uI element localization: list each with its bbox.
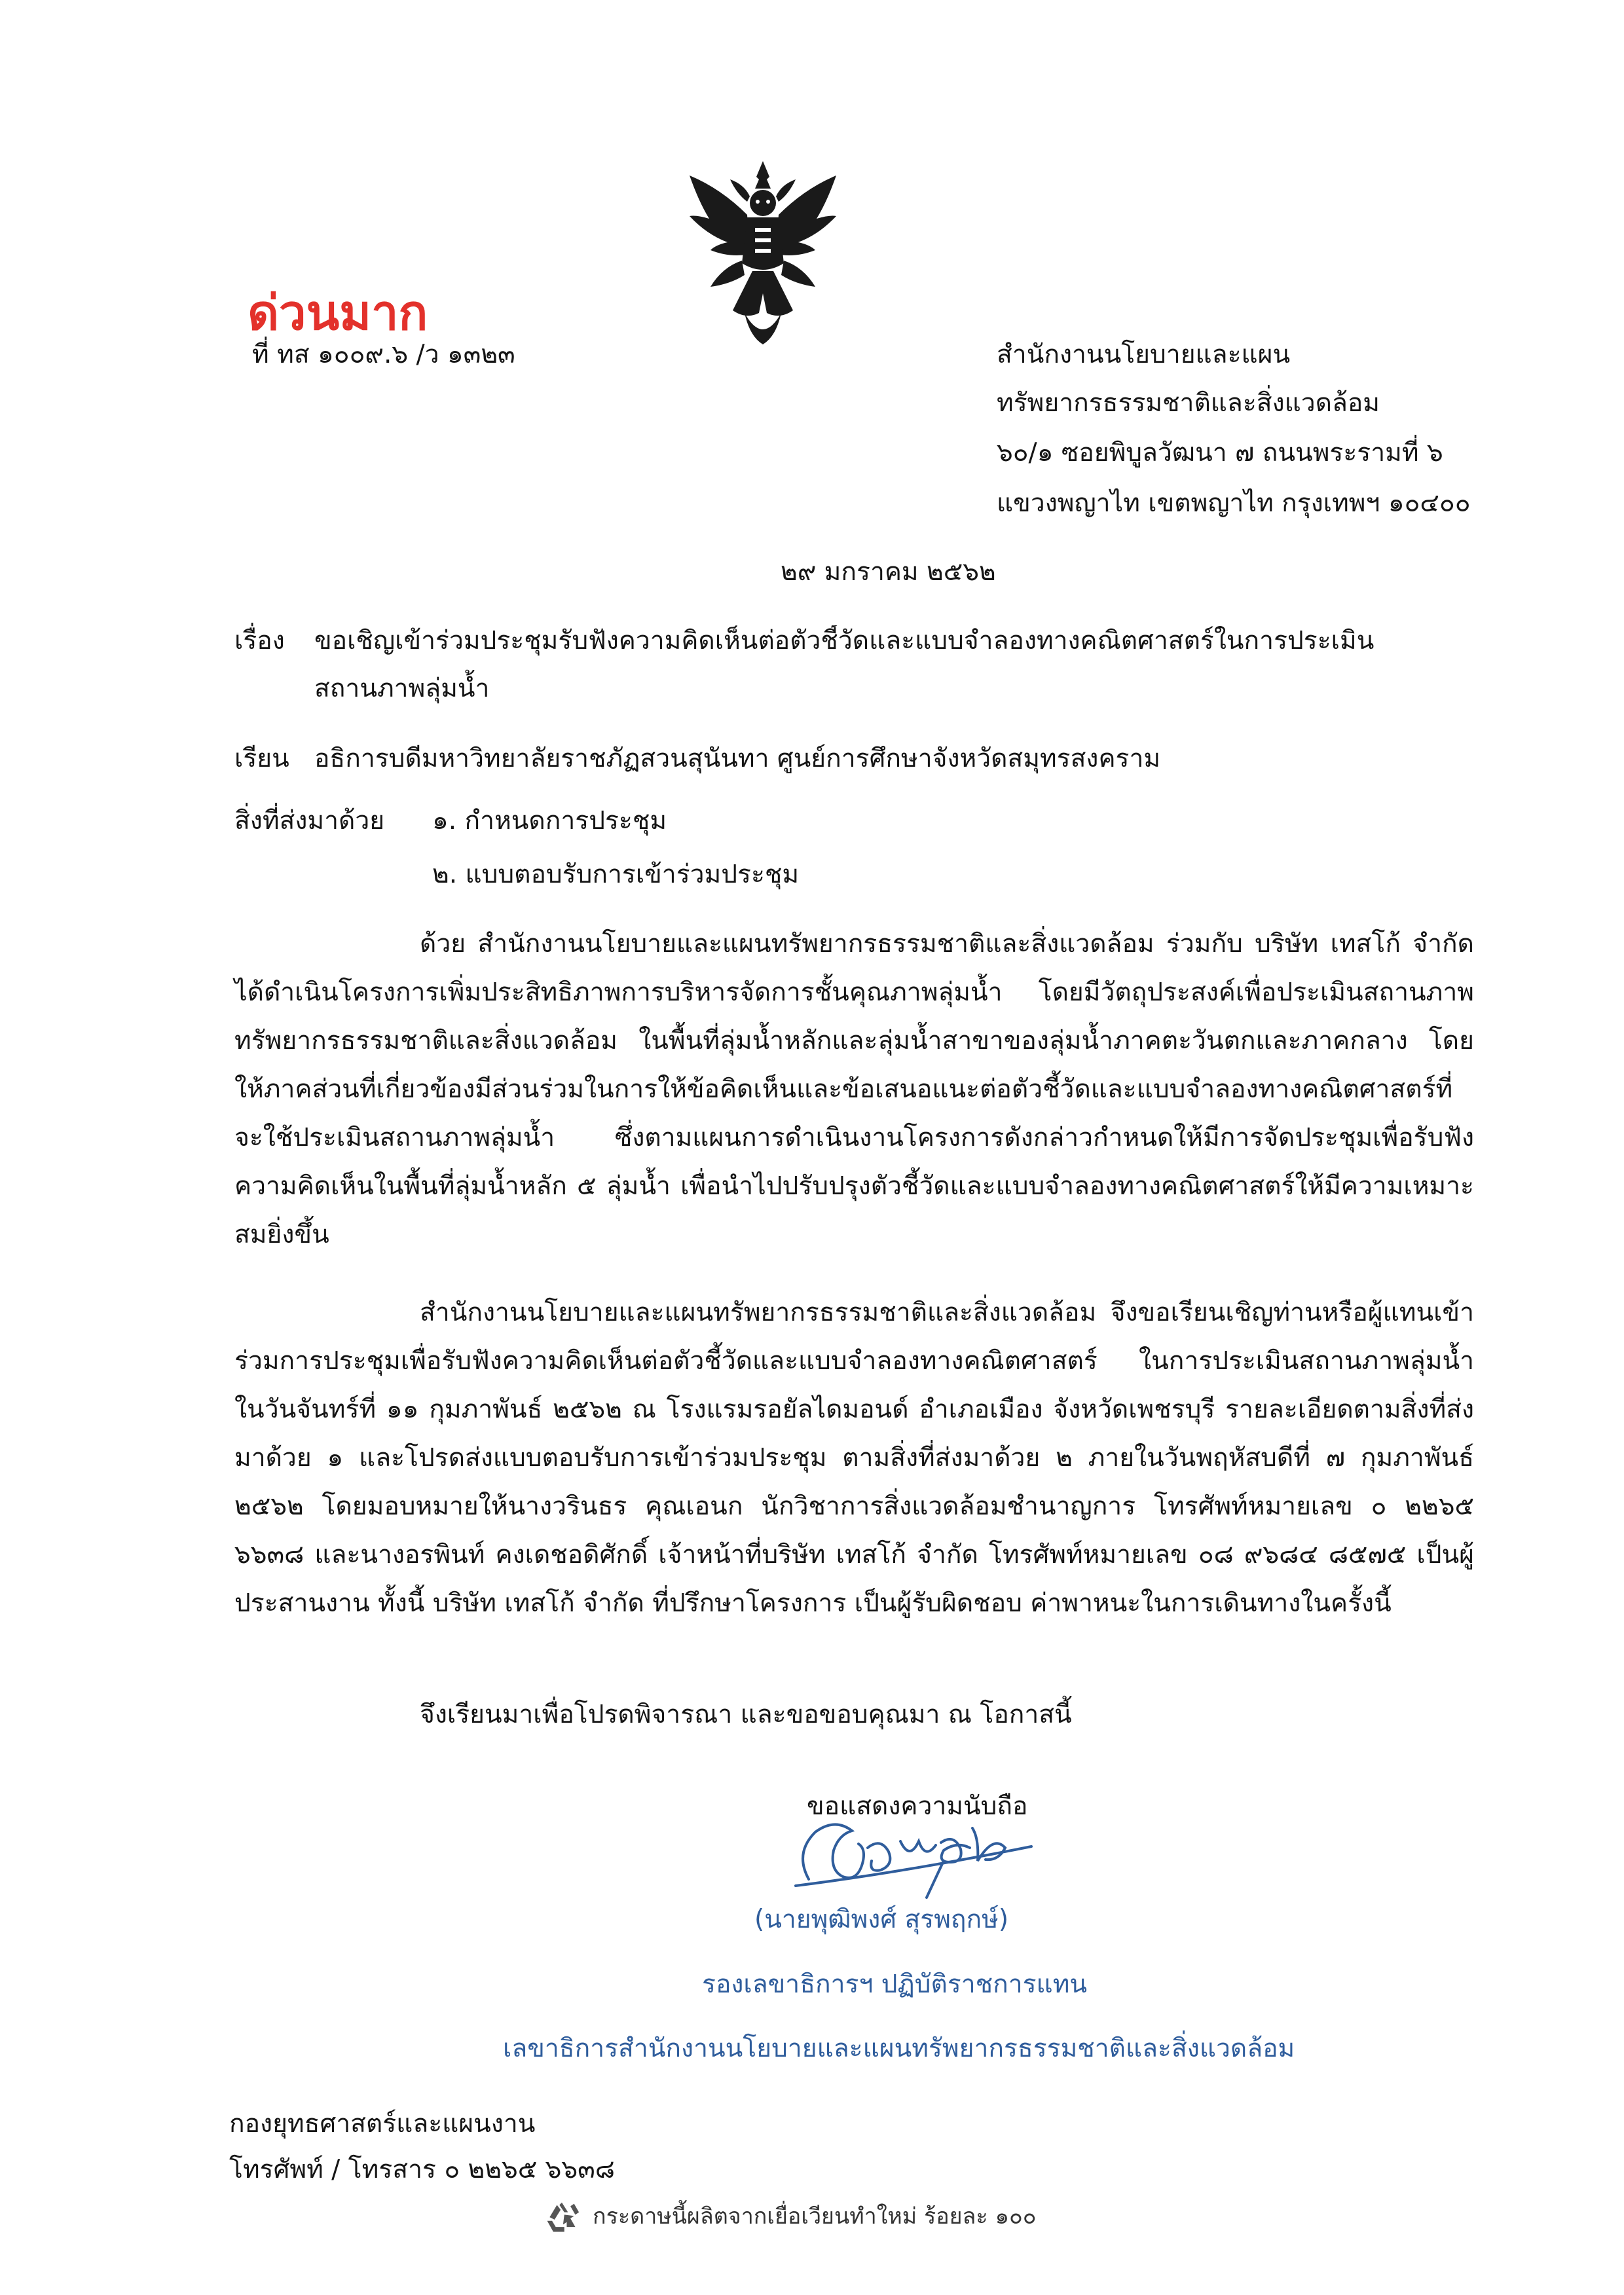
body-paragraph-2: สำนักงานนโยบายและแผนทรัพยากรธรรมชาติและสิ่งแวดล้อม จึงขอเรียนเชิญท่านหรือผู้แทนเข้าร่วมการประชุมเพื่อรับฟังความคิดเห็นต่อตัวชี้วัดและแบบจำลองทางคณิตศาสตร์ ในการประเมินสถานภาพลุ่มน้ำ ในวันจันทร์ที่ ๑๑ กุมภาพันธ์ ๒๕๖๒ ณ โรงแรมรอยัลไดมอนด์ อำเภอเมือง จังหวัดเพชรบุรี รายละเอียดตามสิ่งที่ส่งมาด้วย ๑ และโปรดส่งแบบตอบรับการเข้าร่วมประชุม ตามสิ่งที่ส่งมาด้วย ๒ ภายในวันพฤหัสบดีที่ ๗ กุมภาพันธ์ ๒๕๖๒ โดยมอบหมายให้นางวรินธร คุณเอนก นักวิชาการสิ่งแวดล้อมชำนาญการ โทรศัพท์หมายเลข ๐ ๒๒๖๕ ๖๖๓๘ และนางอรพินท์ คงเดชอดิศักดิ์ เจ้าหน้าที่บริษัท เทสโก้ จำกัด โทรศัพท์หมายเลข ๐๘ ๙๖๘๔ ๘๕๗๕ เป็นผู้ประสานงาน ทั้งนี้ บริษัท เทสโก้ จำกัด ที่ปรึกษาโครงการ เป็นผู้รับผิดชอบ ค่าพาหนะในการเดินทางในครั้งนี้: [234, 1298, 1474, 1618]
sender-line: ทรัพยากรธรรมชาติและสิ่งแวดล้อม: [997, 388, 1380, 418]
sender-line: ๖๐/๑ ซอยพิบูลวัฒนา ๗ ถนนพระรามที่ ๖: [997, 438, 1443, 468]
body-paragraph-1: ด้วย สำนักงานนโยบายและแผนทรัพยากรธรรมชาติและสิ่งแวดล้อม ร่วมกับ บริษัท เทสโก้ จำกัด ได้ดำเนินโครงการเพิ่มประสิทธิภาพการบริหารจัดการชั้นคุณภาพลุ่มน้ำ โดยมีวัตถุประสงค์เพื่อประเมินสถานภาพทรัพยากรธรรมชาติและสิ่งแวดล้อม ในพื้นที่ลุ่มน้ำหลักและลุ่มน้ำสาขาของลุ่มน้ำภาคตะวันตกและภาคกลาง โดยให้ภาคส่วนที่เกี่ยวข้องมีส่วนร่วมในการให้ข้อคิดเห็นและข้อเสนอแนะต่อตัวชี้วัดและแบบจำลองทางคณิตศาสตร์ที่จะใช้ประเมินสถานภาพลุ่มน้ำ ซึ่งตามแผนการดำเนินงานโครงการดังกล่าวกำหนดให้มีการจัดประชุมเพื่อรับฟังความคิดเห็นในพื้นที่ลุ่มน้ำหลัก ๕ ลุ่มน้ำ เพื่อนำไปปรับปรุงตัวชี้วัดและแบบจำลองทางคณิตศาสตร์ให้มีความเหมาะสมยิ่งขึ้น: [234, 929, 1474, 1249]
subject-text-cont: สถานภาพลุ่มน้ำ: [314, 674, 490, 703]
recycled-paper-note: กระดาษนี้ผลิตจากเยื่อเวียนทำใหม่ ร้อยละ ๑๐๐: [593, 2203, 1037, 2230]
salutation: ขอแสดงความนับถือ: [807, 1791, 1028, 1821]
closing-sentence: จึงเรียนมาเพื่อโปรดพิจารณา และขอขอบคุณมา ณ โอกาสนี้: [420, 1700, 1072, 1729]
recipient-label: เรียน: [234, 744, 289, 773]
urgency-stamp: ด่วนมาก: [248, 285, 428, 341]
document-date: ๒๙ มกราคม ๒๕๖๒: [781, 557, 996, 587]
subject-text: ขอเชิญเข้าร่วมประชุมรับฟังความคิดเห็นต่อตัวชี้วัดและแบบจำลองทางคณิตศาสตร์ในการประเมิน: [314, 626, 1375, 655]
enclosure-item: ๑. กำหนดการประชุม: [432, 806, 667, 835]
handwritten-signature: [789, 1802, 1044, 1900]
signatory-name: (นายพุฒิพงศ์ สุรพฤกษ์): [754, 1905, 1009, 1934]
enclosures-label: สิ่งที่ส่งมาด้วย: [234, 806, 385, 835]
sender-line: แขวงพญาไท เขตพญาไท กรุงเทพฯ ๑๐๔๐๐: [997, 488, 1471, 518]
garuda-emblem-icon: [684, 156, 842, 352]
sender-line: สำนักงานนโยบายและแผน: [997, 340, 1291, 369]
enclosure-item: ๒. แบบตอบรับการเข้าร่วมประชุม: [432, 860, 800, 889]
subject-label: เรื่อง: [234, 626, 285, 655]
recycle-icon: [544, 2200, 580, 2237]
footer-phone: โทรศัพท์ / โทรสาร ๐ ๒๒๖๕ ๖๖๓๘: [229, 2155, 615, 2184]
document-number: ที่ ทส ๑๐๐๙.๖ /ว ๑๓๒๓: [252, 340, 515, 369]
signatory-position: รองเลขาธิการฯ ปฏิบัติราชการแทน: [702, 1970, 1088, 1999]
footer-division: กองยุทธศาสตร์และแผนงาน: [229, 2109, 536, 2139]
signatory-organization: เลขาธิการสำนักงานนโยบายและแผนทรัพยากรธรรมชาติและสิ่งแวดล้อม: [503, 2034, 1295, 2063]
recipient-text: อธิการบดีมหาวิทยาลัยราชภัฏสวนสุนันทา ศูนย์การศึกษาจังหวัดสมุทรสงคราม: [314, 744, 1161, 773]
